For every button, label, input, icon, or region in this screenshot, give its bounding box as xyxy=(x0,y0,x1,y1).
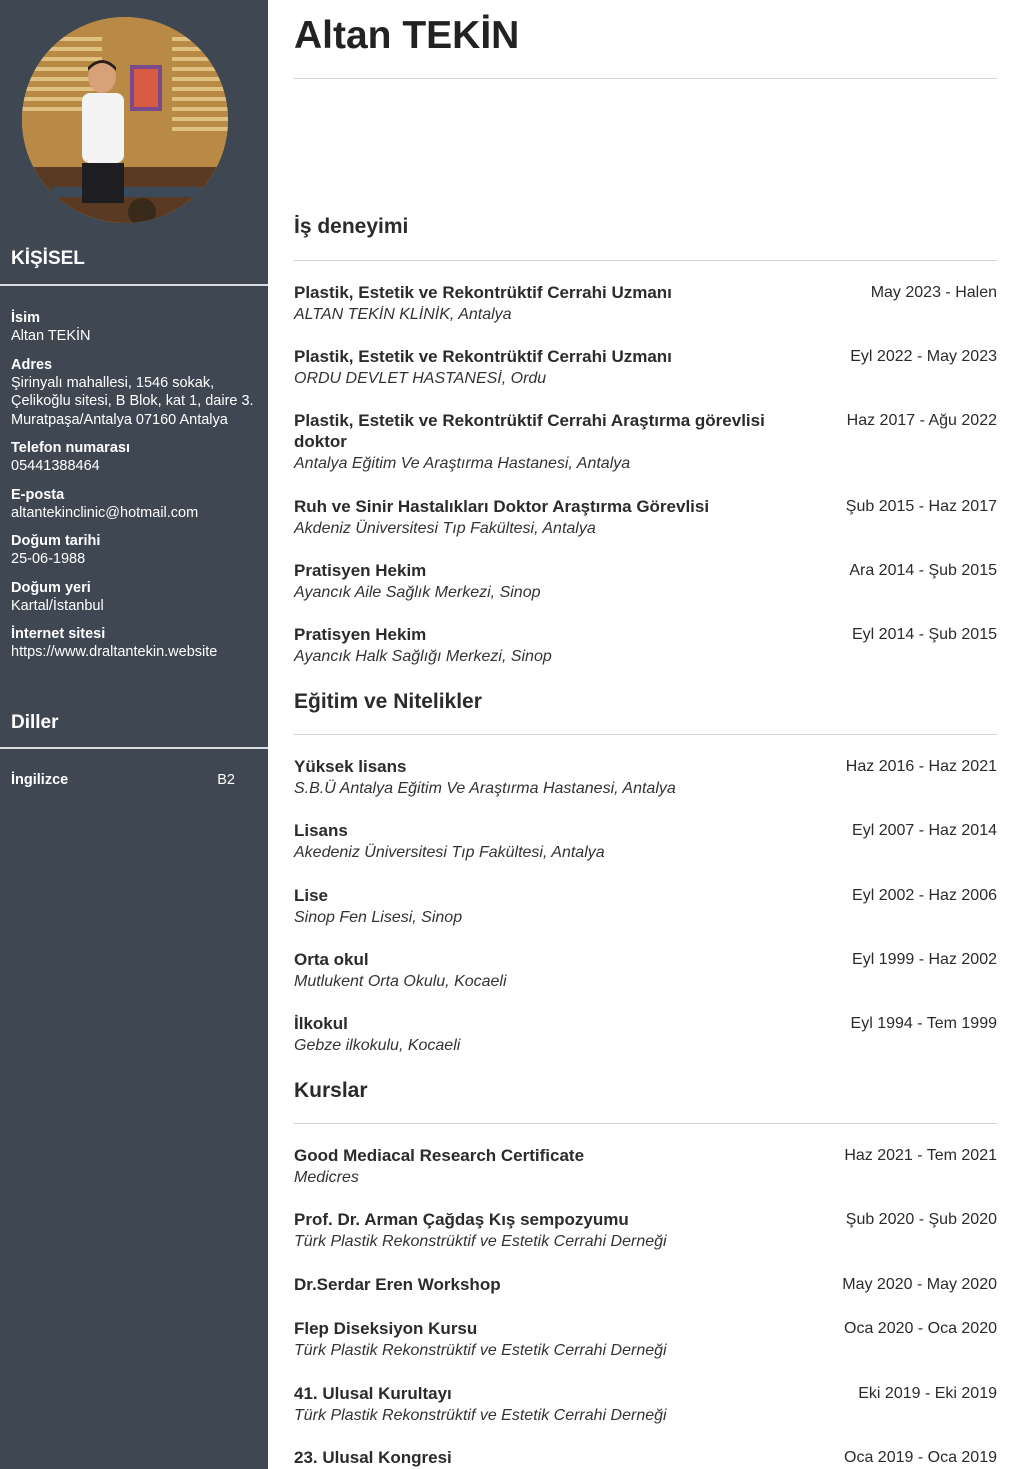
entry-subtitle: Sinop Fen Lisesi, Sinop xyxy=(294,909,463,926)
info-email: E-posta altantekinclinic@hotmail.com xyxy=(11,486,199,521)
education-item xyxy=(294,885,997,928)
experience-heading: İş deneyimi xyxy=(294,215,409,238)
entry-title: Flep Diseksiyon Kursu xyxy=(294,1319,478,1338)
entry-title: İlkokul xyxy=(294,1014,348,1033)
page-title: Altan TEKİN xyxy=(294,14,520,57)
entry-title: Pratisyen Hekim xyxy=(294,561,427,580)
entry-date: Oca 2019 - Oca 2019 xyxy=(844,1449,997,1466)
entry-subtitle: Mutlukent Orta Okulu, Kocaeli xyxy=(294,973,507,990)
entry-date: Şub 2015 - Haz 2017 xyxy=(845,498,997,515)
info-birth-place: Doğum yeri Kartal/İstanbul xyxy=(11,579,104,614)
entry-title: Orta okul xyxy=(294,950,369,969)
entry-date: Eki 2019 - Eki 2019 xyxy=(858,1385,997,1402)
entry-title: 41. Ulusal Kurultayı xyxy=(294,1384,452,1403)
languages-heading: Diller xyxy=(11,712,59,733)
entry-title: Pratisyen Hekim xyxy=(294,625,427,644)
entry-title: Dr.Serdar Eren Workshop xyxy=(294,1275,501,1294)
entry-title: Plastik, Estetik ve Rekontrüktif Cerrahi Uzmanı xyxy=(294,347,672,366)
experience-item xyxy=(294,282,997,325)
info-name: İsim Altan TEKİN xyxy=(11,310,91,344)
education-item xyxy=(294,1013,997,1056)
info-address: Adres Şirinyalı mahallesi, 1546 sokak, Çelikoğlu sitesi, B Blok, kat 1, daire 3. Muratpaşa/Antalya 07160 Antalya xyxy=(11,356,254,428)
entry-title: 23. Ulusal Kongresi xyxy=(294,1448,452,1467)
entry-date: Şub 2020 - Şub 2020 xyxy=(845,1211,997,1228)
entry-subtitle: Gebze ilkokulu, Kocaeli xyxy=(294,1037,461,1054)
info-website: İnternet sitesi https://www.draltantekin.website xyxy=(11,626,218,660)
personal-heading: KİŞİSEL xyxy=(11,248,85,269)
info-phone: Telefon numarası 05441388464 xyxy=(11,440,130,474)
language-level: B2 xyxy=(217,772,235,788)
entry-date: Haz 2021 - Tem 2021 xyxy=(844,1147,997,1164)
entry-date: Eyl 2014 - Şub 2015 xyxy=(852,626,997,643)
experience-item xyxy=(294,410,997,474)
entry-date: Eyl 2007 - Haz 2014 xyxy=(852,822,997,839)
experience-item xyxy=(294,496,997,539)
education-divider xyxy=(294,734,997,735)
entry-date: Eyl 1994 - Tem 1999 xyxy=(850,1015,997,1032)
entry-subtitle: Medicres xyxy=(294,1169,359,1186)
entry-subtitle: Türk Plastik Rekonstrüktif ve Estetik Cerrahi Derneği xyxy=(294,1407,667,1424)
experience-item xyxy=(294,560,997,603)
course-item xyxy=(294,1447,997,1468)
entry-date: Eyl 1999 - Haz 2002 xyxy=(852,951,997,968)
course-item xyxy=(294,1145,997,1188)
course-item xyxy=(294,1318,997,1361)
entry-date: Eyl 2022 - May 2023 xyxy=(850,348,997,365)
entry-date: Haz 2017 - Ağu 2022 xyxy=(846,412,997,429)
entry-date: Oca 2020 - Oca 2020 xyxy=(844,1320,997,1337)
courses-heading: Kurslar xyxy=(294,1079,368,1102)
entry-date: May 2023 - Halen xyxy=(870,284,997,301)
course-item xyxy=(294,1383,997,1426)
entry-title: Ruh ve Sinir Hastalıkları Doktor Araştırma Görevlisi xyxy=(294,497,710,516)
entry-date: Ara 2014 - Şub 2015 xyxy=(849,562,997,579)
experience-item xyxy=(294,346,997,389)
languages-divider xyxy=(0,747,268,749)
sidebar xyxy=(0,0,268,1469)
entry-title: Prof. Dr. Arman Çağdaş Kış sempozyumu xyxy=(294,1210,629,1229)
entry-subtitle: Antalya Eğitim Ve Araştırma Hastanesi, Antalya xyxy=(294,455,631,472)
language-row xyxy=(11,772,235,788)
entry-subtitle: Ayancık Halk Sağlığı Merkezi, Sinop xyxy=(294,648,552,665)
entry-date: Haz 2016 - Haz 2021 xyxy=(845,758,997,775)
info-birth-date: Doğum tarihi 25-06-1988 xyxy=(11,533,101,567)
entry-date: Eyl 2002 - Haz 2006 xyxy=(852,887,997,904)
courses-divider xyxy=(294,1123,997,1124)
education-item xyxy=(294,820,997,863)
language-name: İngilizce xyxy=(11,772,69,788)
entry-title: Yüksek lisans xyxy=(294,757,407,776)
entry-title: Plastik, Estetik ve Rekontrüktif Cerrahi Araştırma görevlisi doktor xyxy=(294,411,765,451)
entry-title: Good Mediacal Research Certificate xyxy=(294,1146,585,1165)
avatar xyxy=(22,17,228,223)
entry-subtitle: Ayancık Aile Sağlık Merkezi, Sinop xyxy=(294,584,541,601)
experience-divider xyxy=(294,260,997,261)
entry-subtitle: Akedeniz Üniversitesi Tıp Fakültesi, Antalya xyxy=(294,844,605,861)
education-item xyxy=(294,756,997,799)
education-item xyxy=(294,949,997,992)
entry-subtitle: ALTAN TEKİN KLİNİK, Antalya xyxy=(294,306,512,323)
course-item xyxy=(294,1209,997,1252)
experience-item xyxy=(294,624,997,667)
entry-title: Plastik, Estetik ve Rekontrüktif Cerrahi Uzmanı xyxy=(294,283,672,302)
entry-subtitle: ORDU DEVLET HASTANESİ, Ordu xyxy=(294,370,547,387)
entry-title: Lisans xyxy=(294,821,348,840)
personal-info xyxy=(11,309,263,672)
entry-subtitle: Akdeniz Üniversitesi Tıp Fakültesi, Antalya xyxy=(294,520,596,537)
education-heading: Eğitim ve Nitelikler xyxy=(294,690,482,713)
personal-divider xyxy=(0,284,268,286)
entry-date: May 2020 - May 2020 xyxy=(842,1276,997,1293)
title-divider xyxy=(294,78,997,79)
course-item xyxy=(294,1274,997,1295)
entry-subtitle: Türk Plastik Rekonstrüktif ve Estetik Cerrahi Derneği xyxy=(294,1233,667,1250)
entry-subtitle: Türk Plastik Rekonstrüktif ve Estetik Cerrahi Derneği xyxy=(294,1342,667,1359)
entry-title: Lise xyxy=(294,886,329,905)
entry-subtitle: S.B.Ü Antalya Eğitim Ve Araştırma Hastanesi, Antalya xyxy=(294,780,676,797)
